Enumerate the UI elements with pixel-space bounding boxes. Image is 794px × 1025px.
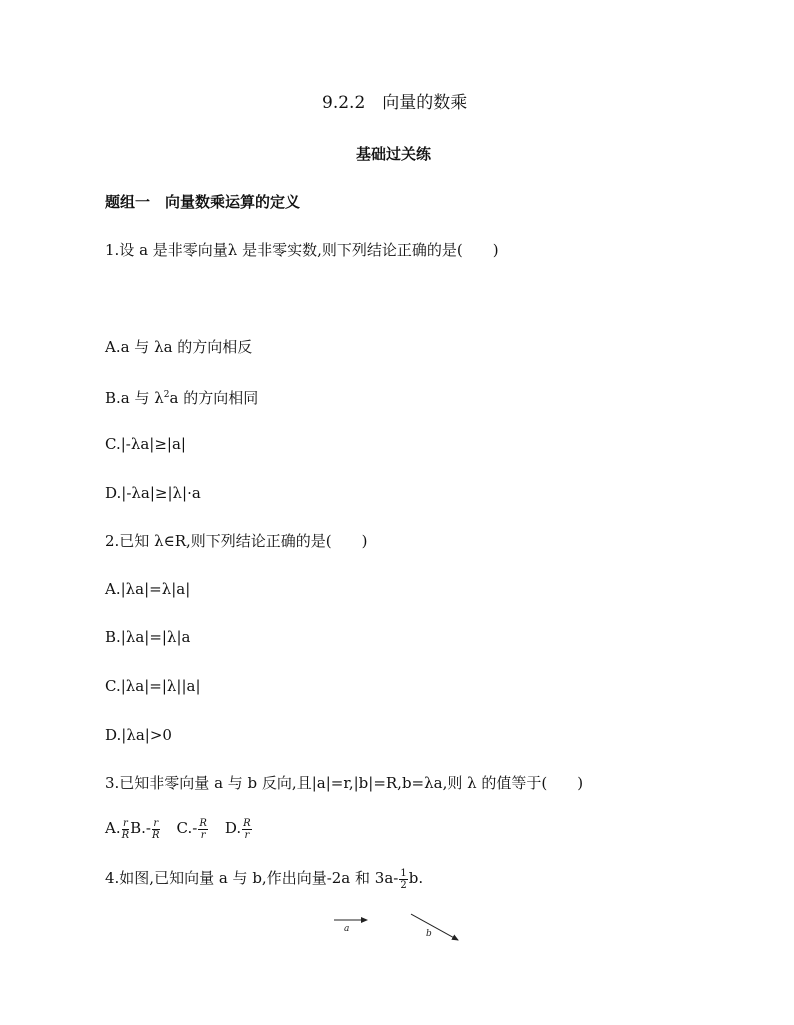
question-1-option-d: D.|-λa|≥|λ|·a: [105, 484, 201, 502]
question-2-stem: 2.已知 λ∈R,则下列结论正确的是( ): [105, 532, 368, 550]
vector-b-arrow: [411, 914, 458, 940]
option-c-label: C.-: [176, 819, 198, 837]
option-a-label: A.: [105, 819, 121, 837]
half-fraction: $\frac{1}{2}$: [400, 867, 407, 891]
question-2-option-b: B.|λa|=|λ|a: [105, 628, 191, 646]
question-2-option-d: D.|λa|>0: [105, 726, 172, 744]
question-2-option-a: A.|λa|=λ|a|: [105, 580, 191, 598]
group-heading: 题组一 向量数乘运算的定义: [105, 193, 301, 211]
question-3-stem: 3.已知非零向量 a 与 b 反向,且|a|=r,|b|=R,b=λa,则 λ 的值等于( ): [105, 774, 584, 792]
question-1-option-c: C.|-λa|≥|a|: [105, 435, 186, 453]
question-1-stem: 1.设 a 是非零向量λ 是非零实数,则下列结论正确的是( ): [105, 241, 499, 259]
section-title: 9.2.2 向量的数乘: [322, 93, 468, 113]
option-b-label: B.-: [130, 819, 151, 837]
option-d-label: D.: [224, 819, 242, 837]
vector-a-label: a: [344, 924, 350, 934]
question-1-option-a: A.a 与 λa 的方向相反: [105, 338, 253, 356]
question-1-option-b: B.a 与 $\lambda^2a$ 的方向相同: [105, 389, 259, 407]
question-4-stem: 4.如图,已知向量 a 与 b,作出向量-2a 和 3a- $\frac{1}{2}$ b.: [105, 867, 424, 891]
question-2-option-c: C.|λa|=|λ||a|: [105, 677, 201, 695]
option-b-fraction: $\frac{r}{R}$: [152, 817, 160, 841]
section-subtitle: 基础过关练: [356, 145, 432, 163]
vector-b-label: b: [426, 929, 432, 939]
option-c-fraction: $\frac{R}{r}$: [199, 817, 207, 841]
option-d-fraction: $\frac{R}{r}$: [243, 817, 251, 841]
option-a-fraction: $\frac{r}{R}$: [121, 817, 130, 841]
